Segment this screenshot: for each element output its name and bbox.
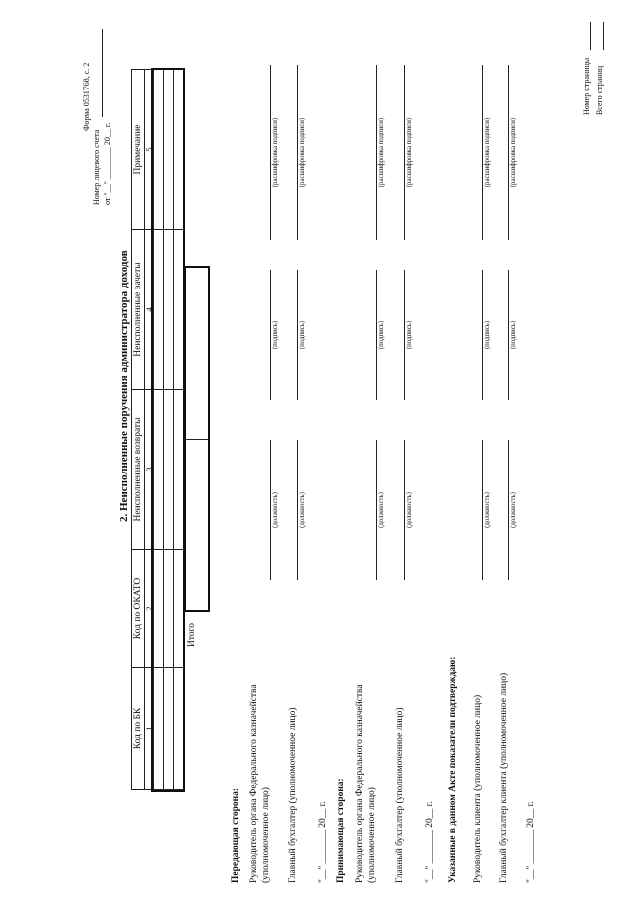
signature-caption: (подпись) <box>484 320 491 350</box>
account-date: от "__" ________ 20__ г. <box>103 122 112 205</box>
decoding-caption: (расшифровка подписи) <box>484 117 491 188</box>
total-box-divider <box>186 439 208 440</box>
position-caption: (должность) <box>484 492 491 528</box>
transferring-accountant-signature-line[interactable] <box>297 270 298 400</box>
col-header-returns: Неисполненные возвраты <box>132 390 145 550</box>
col-number: 5 <box>145 70 154 230</box>
client-accountant-decoding-line[interactable] <box>508 65 509 240</box>
account-label: Номер лицевого счета <box>92 129 101 205</box>
transferring-accountant-position-line[interactable] <box>297 440 298 580</box>
transferring-head-label: Руководитель органа Федерального казначейства <box>249 684 259 883</box>
client-head-position-line[interactable] <box>482 440 483 580</box>
account-number-field[interactable] <box>102 29 103 117</box>
signature-caption: (подпись) <box>510 320 517 350</box>
page-number-label: Номер страницы <box>582 57 591 115</box>
total-label: Итого <box>187 622 197 647</box>
total-pages-label: Всего страниц <box>595 65 604 115</box>
client-head-decoding-line[interactable] <box>482 65 483 240</box>
page-number-field[interactable] <box>590 22 591 50</box>
col-header-note: Примечание <box>132 70 145 230</box>
receiving-heading: Принимающая сторона: <box>336 778 346 883</box>
transferring-heading: Передающая сторона: <box>231 787 241 883</box>
decoding-caption: (расшифровка подписи) <box>378 117 385 188</box>
table-data-outline <box>151 68 185 792</box>
client-head-signature-line[interactable] <box>482 270 483 400</box>
decoding-caption: (расшифровка подписи) <box>272 117 279 188</box>
receiving-head-label-2: (уполномоченное лицо) <box>367 787 377 883</box>
position-caption: (должность) <box>378 492 385 528</box>
transferring-accountant-label: Главный бухгалтер (уполномоченное лицо) <box>288 707 298 883</box>
table-header-row <box>132 70 145 790</box>
col-header-kbk: Код по БК <box>132 668 145 790</box>
client-accountant-signature-line[interactable] <box>508 270 509 400</box>
col-number: 2 <box>145 550 154 668</box>
signature-caption: (подпись) <box>406 320 413 350</box>
transferring-date[interactable]: "__" _______ 20__ г. <box>318 801 328 883</box>
receiving-accountant-label: Главный бухгалтер (уполномоченное лицо) <box>395 707 405 883</box>
col-number: 1 <box>145 668 154 790</box>
receiving-date[interactable]: "__" _______ 20__ г. <box>425 801 435 883</box>
decoding-caption: (расшифровка подписи) <box>510 117 517 188</box>
client-date[interactable]: "__" _______ 20__ г. <box>526 801 536 883</box>
receiving-accountant-decoding-line[interactable] <box>404 65 405 240</box>
transferring-head-signature-line[interactable] <box>270 270 271 400</box>
decoding-caption: (расшифровка подписи) <box>406 117 413 188</box>
position-caption: (должность) <box>299 492 306 528</box>
client-accountant-label: Главный бухгалтер клиента (уполномоченное лицо) <box>499 672 509 883</box>
section-title: 2. Неисполненные поручения администратора доходов <box>118 250 130 522</box>
receiving-accountant-signature-line[interactable] <box>404 270 405 400</box>
position-caption: (должность) <box>406 492 413 528</box>
receiving-accountant-position-line[interactable] <box>404 440 405 580</box>
signature-caption: (подпись) <box>378 320 385 350</box>
confirmation-heading: Указанные в данном Акте показатели подтверждаю: <box>448 656 458 883</box>
col-header-okato: Код по ОКАТО <box>132 550 145 668</box>
receiving-head-label: Руководитель органа Федерального казначейства <box>355 684 365 883</box>
total-pages-field[interactable] <box>603 22 604 50</box>
signature-caption: (подпись) <box>272 320 279 350</box>
signature-caption: (подпись) <box>299 320 306 350</box>
client-head-label: Руководитель клиента (уполномоченное лицо) <box>473 694 483 883</box>
transferring-accountant-decoding-line[interactable] <box>297 65 298 240</box>
transferring-head-position-line[interactable] <box>270 440 271 580</box>
receiving-head-position-line[interactable] <box>376 440 377 580</box>
receiving-head-signature-line[interactable] <box>376 270 377 400</box>
col-number: 3 <box>145 390 154 550</box>
transferring-head-decoding-line[interactable] <box>270 65 271 240</box>
receiving-head-decoding-line[interactable] <box>376 65 377 240</box>
form-code: Форма 0531768, с. 2 <box>82 62 91 131</box>
decoding-caption: (расшифровка подписи) <box>299 117 306 188</box>
position-caption: (должность) <box>272 492 279 528</box>
col-header-offsets: Неисполненные зачеты <box>132 230 145 390</box>
position-caption: (должность) <box>510 492 517 528</box>
client-accountant-position-line[interactable] <box>508 440 509 580</box>
col-number: 4 <box>145 230 154 390</box>
transferring-head-label-2: (уполномоченное лицо) <box>261 787 271 883</box>
